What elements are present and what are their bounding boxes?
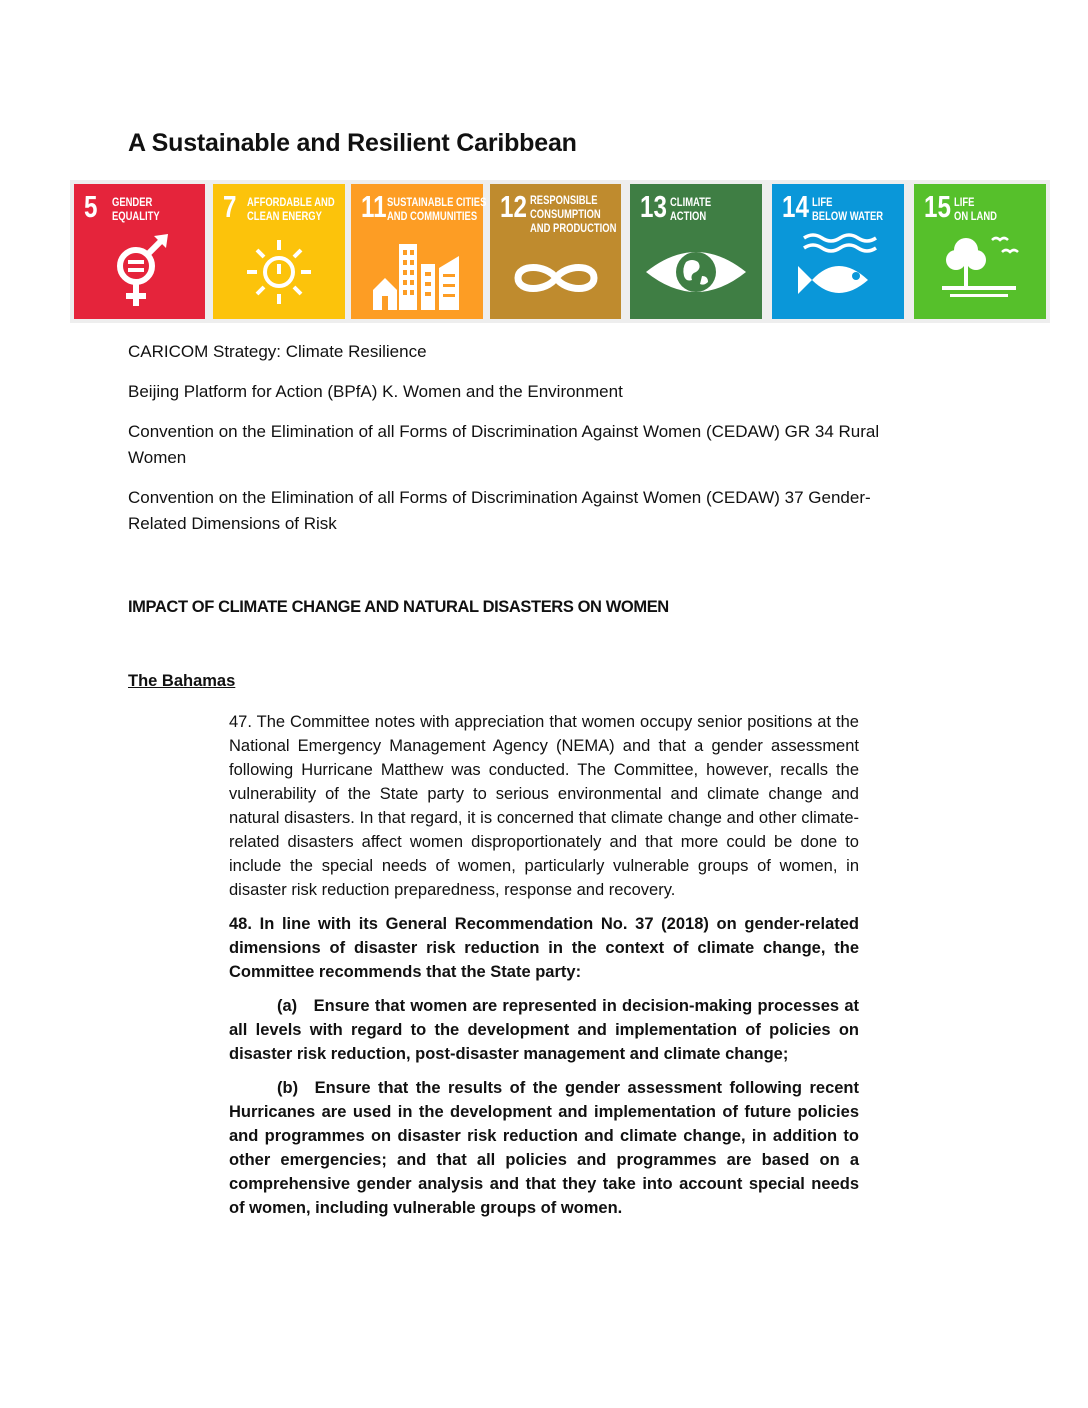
paragraph-48: 48. In line with its General Recommendation No. 37 (2018) on gender-related dimensions of disaster risk reduction in the context of climate change, the Committee recommends that the State party: [229, 915, 859, 981]
sun-power-icon [213, 228, 345, 316]
sdg-tile-12 [490, 184, 621, 319]
sdg-number: 13 [640, 189, 667, 224]
reference-list [128, 339, 928, 551]
sdg-number: 7 [223, 189, 237, 224]
sdg-tile-5 [74, 184, 205, 319]
gender-equality-icon [74, 228, 205, 316]
eye-globe-icon [630, 228, 762, 316]
sdg-tile-7 [213, 184, 345, 319]
sdg-number: 12 [500, 189, 527, 224]
sdg-label: CLIMATE ACTION [670, 197, 712, 223]
sdg-label: SUSTAINABLE CITIES AND COMMUNITIES [387, 197, 487, 223]
sdg-icons-banner [70, 180, 1050, 323]
recommendation-b: (b) Ensure that the results of the gender assessment following recent Hurricanes are used in the development and implementation of future policies and programmes on disaster risk reduction and climate change, in addition to other emergencies; and that all policies and programmes are based on a comprehensive gender analysis and that they take into account special needs of women, including vulnerable groups of women. [229, 1079, 859, 1217]
page-title: A Sustainable and Resilient Caribbean [128, 129, 577, 157]
committee-text [229, 710, 859, 1230]
sdg-tile-15 [914, 184, 1046, 319]
sdg-label: LIFE ON LAND [954, 197, 997, 223]
reference-item: Beijing Platform for Action (BPfA) K. Women and the Environment [128, 382, 623, 401]
sdg-label: LIFE BELOW WATER [812, 197, 884, 223]
sdg-tile-14 [772, 184, 904, 319]
reference-item: Convention on the Elimination of all Forms of Discrimination Against Women (CEDAW) GR 34 Rural Women [128, 422, 880, 467]
recommendation-a: (a) Ensure that women are represented in decision-making processes at all levels with regard to the development and implementation of policies on disaster risk reduction, post-disaster management and climate change; [229, 997, 859, 1063]
sdg-number: 14 [782, 189, 809, 224]
sdg-label: AFFORDABLE AND CLEAN ENERGY [247, 197, 335, 223]
sdg-label: GENDER EQUALITY [112, 197, 160, 223]
paragraph-47: 47. The Committee notes with appreciation that women occupy senior positions at the National Emergency Management Agency (NEMA) and that a gender assessment following Hurricane Matthew was conducted. The Committee, however, recalls the vulnerability of the State party to serious environmental and climate change and natural disasters. In that regard, it is concerned that climate change and other climate-related disasters affect women disproportionately and that more could be done to include the special needs of women, particularly vulnerable groups of women, in disaster risk reduction preparedness, response and recovery. [229, 713, 859, 899]
sdg-number: 5 [84, 189, 98, 224]
sdg-tile-11 [351, 184, 487, 319]
sdg-label: RESPONSIBLE CONSUMPTION AND PRODUCTION [530, 195, 617, 235]
reference-item: Convention on the Elimination of all Forms of Discrimination Against Women (CEDAW) 37 Gender-Related Dimensions of Risk [128, 488, 871, 533]
infinity-loop-icon [490, 228, 621, 316]
fish-waves-icon [772, 228, 904, 316]
tree-birds-icon [914, 228, 1046, 316]
reference-item: CARICOM Strategy: Climate Resilience [128, 342, 427, 361]
sdg-tile-13 [630, 184, 762, 319]
city-buildings-icon [351, 228, 483, 316]
section-heading: IMPACT OF CLIMATE CHANGE AND NATURAL DISASTERS ON WOMEN [128, 598, 669, 616]
sdg-number: 15 [924, 189, 951, 224]
sdg-number: 11 [361, 189, 387, 224]
country-heading: The Bahamas [128, 672, 236, 690]
